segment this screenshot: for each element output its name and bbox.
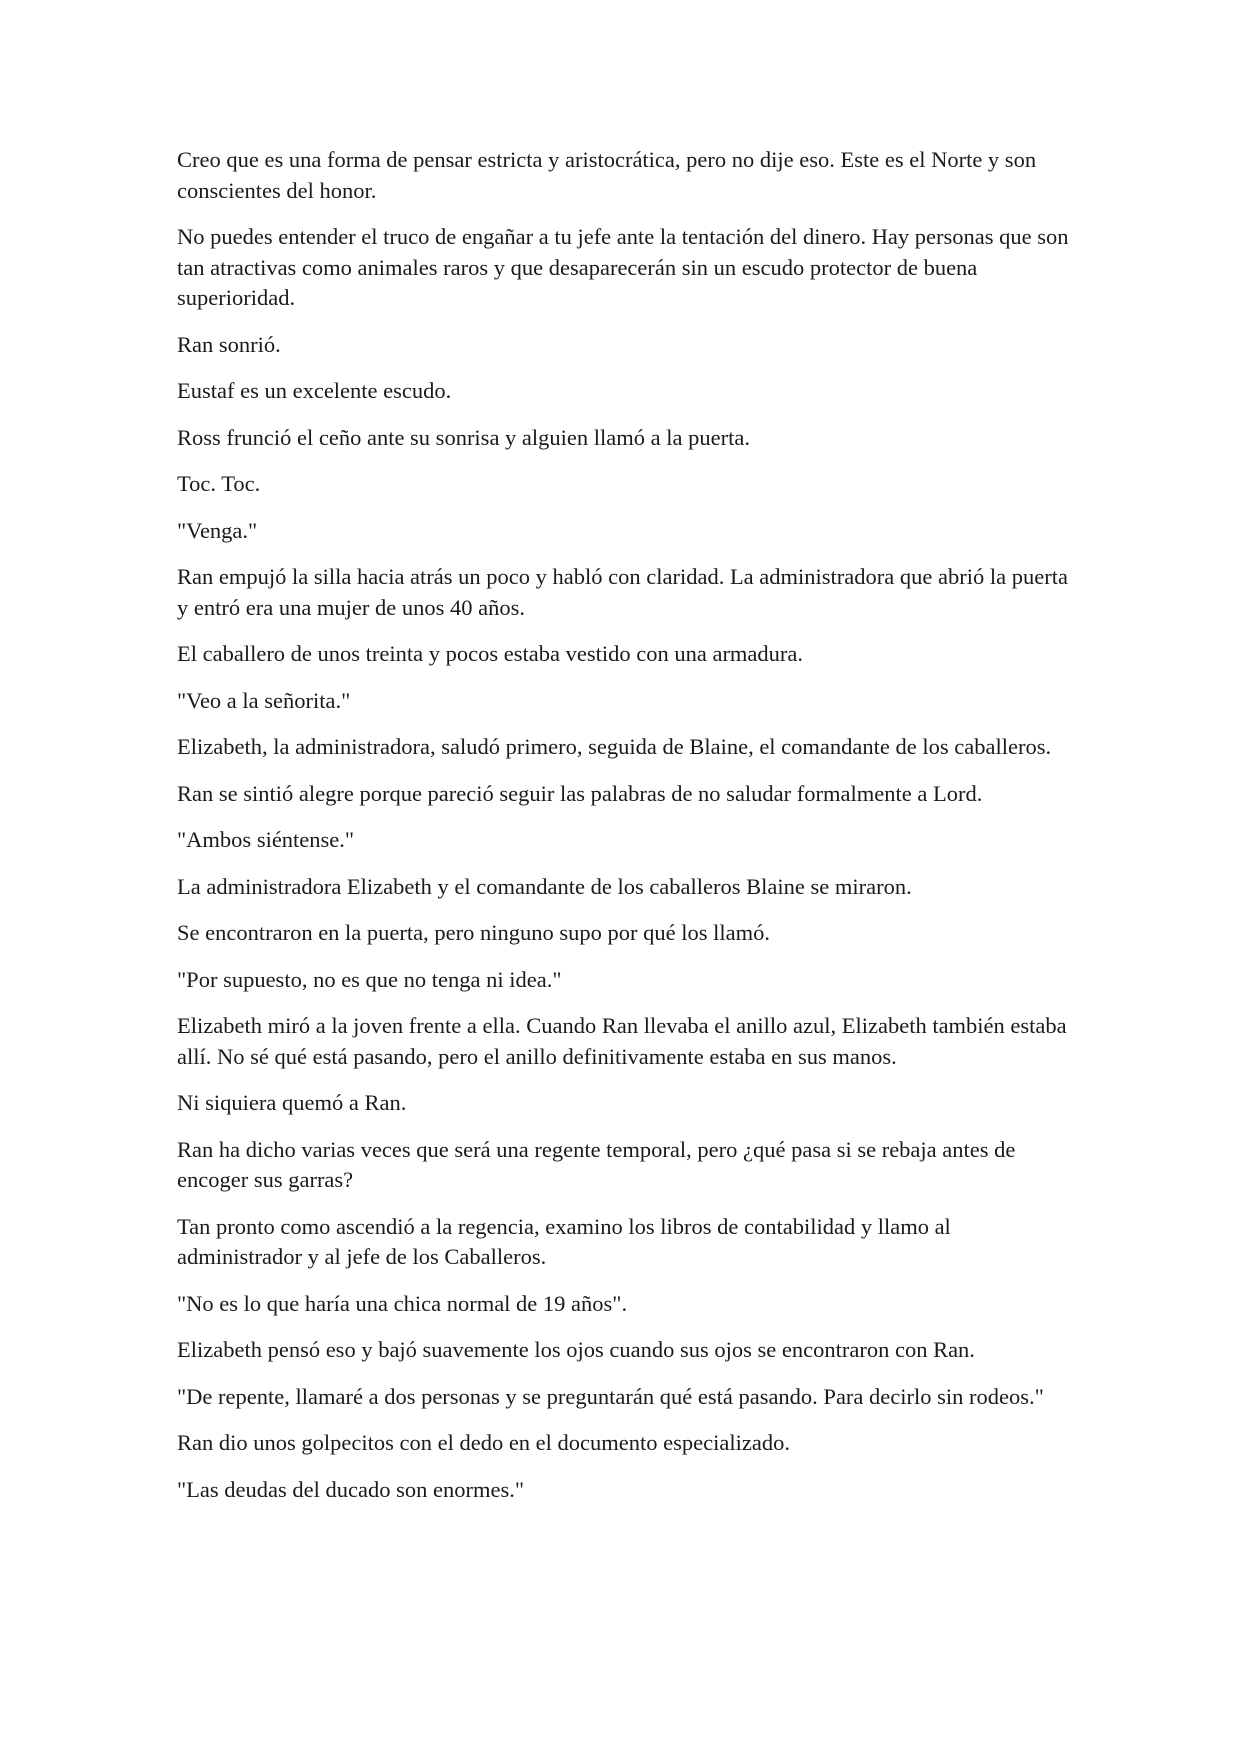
paragraph: Se encontraron en la puerta, pero ninguno supo por qué los llamó. — [177, 920, 770, 945]
paragraph: Elizabeth miró a la joven frente a ella. Cuando Ran llevaba el anillo azul, Elizabeth también estaba allí. No sé qué está pasando, pero el anillo definitivamente estaba en sus manos. — [177, 1013, 1067, 1069]
paragraph: Toc. Toc. — [177, 471, 261, 496]
paragraph: Tan pronto como ascendió a la regencia, examino los libros de contabilidad y llamo al administrador y al jefe de los Caballeros. — [177, 1213, 951, 1269]
paragraph: "Las deudas del ducado son enormes." — [177, 1476, 525, 1502]
paragraph: "Ambos siéntense." — [177, 827, 355, 852]
paragraph: El caballero de unos treinta y pocos estaba vestido con una armadura. — [177, 641, 804, 666]
paragraph: Ross frunció el ceño ante su sonrisa y alguien llamó a la puerta. — [177, 424, 750, 450]
paragraph: Elizabeth, la administradora, saludó primero, seguida de Blaine, el comandante de los caballeros. — [177, 734, 1052, 759]
paragraph: "No es lo que haría una chica normal de 19 años". — [177, 1290, 628, 1316]
paragraph: "Por supuesto, no es que no tenga ni idea." — [177, 966, 562, 992]
document-body — [177, 145, 1077, 1521]
paragraph: "De repente, llamaré a dos personas y se preguntarán qué está pasando. Para decirlo sin rodeos." — [177, 1383, 1044, 1409]
paragraph: Eustaf es un excelente escudo. — [177, 378, 452, 403]
paragraph: Ran sonrió. — [177, 331, 281, 357]
paragraph: "Venga." — [177, 517, 258, 543]
paragraph: Ran dio unos golpecitos con el dedo en el documento especializado. — [177, 1430, 790, 1455]
paragraph: "Veo a la señorita." — [177, 687, 351, 713]
paragraph: La administradora Elizabeth y el comandante de los caballeros Blaine se miraron. — [177, 873, 912, 899]
paragraph: No puedes entender el truco de engañar a tu jefe ante la tentación del dinero. Hay personas que son tan atractivas como animales raros y que desaparecerán sin un escudo protector de buena superioridad. — [177, 224, 1069, 310]
paragraph: Ran empujó la silla hacia atrás un poco y habló con claridad. La administradora que abrió la puerta y entró era una mujer de unos 40 años. — [177, 564, 1068, 620]
paragraph: Elizabeth pensó eso y bajó suavemente los ojos cuando sus ojos se encontraron con Ran. — [177, 1337, 975, 1362]
paragraph: Creo que es una forma de pensar estricta y aristocrática, pero no dije eso. Este es el Norte y son conscientes del honor. — [177, 147, 1037, 203]
paragraph: Ni siquiera quemó a Ran. — [177, 1090, 407, 1115]
paragraph: Ran ha dicho varias veces que será una regente temporal, pero ¿qué pasa si se rebaja antes de encoger sus garras? — [177, 1136, 1016, 1192]
paragraph: Ran se sintió alegre porque pareció seguir las palabras de no saludar formalmente a Lord. — [177, 780, 983, 806]
